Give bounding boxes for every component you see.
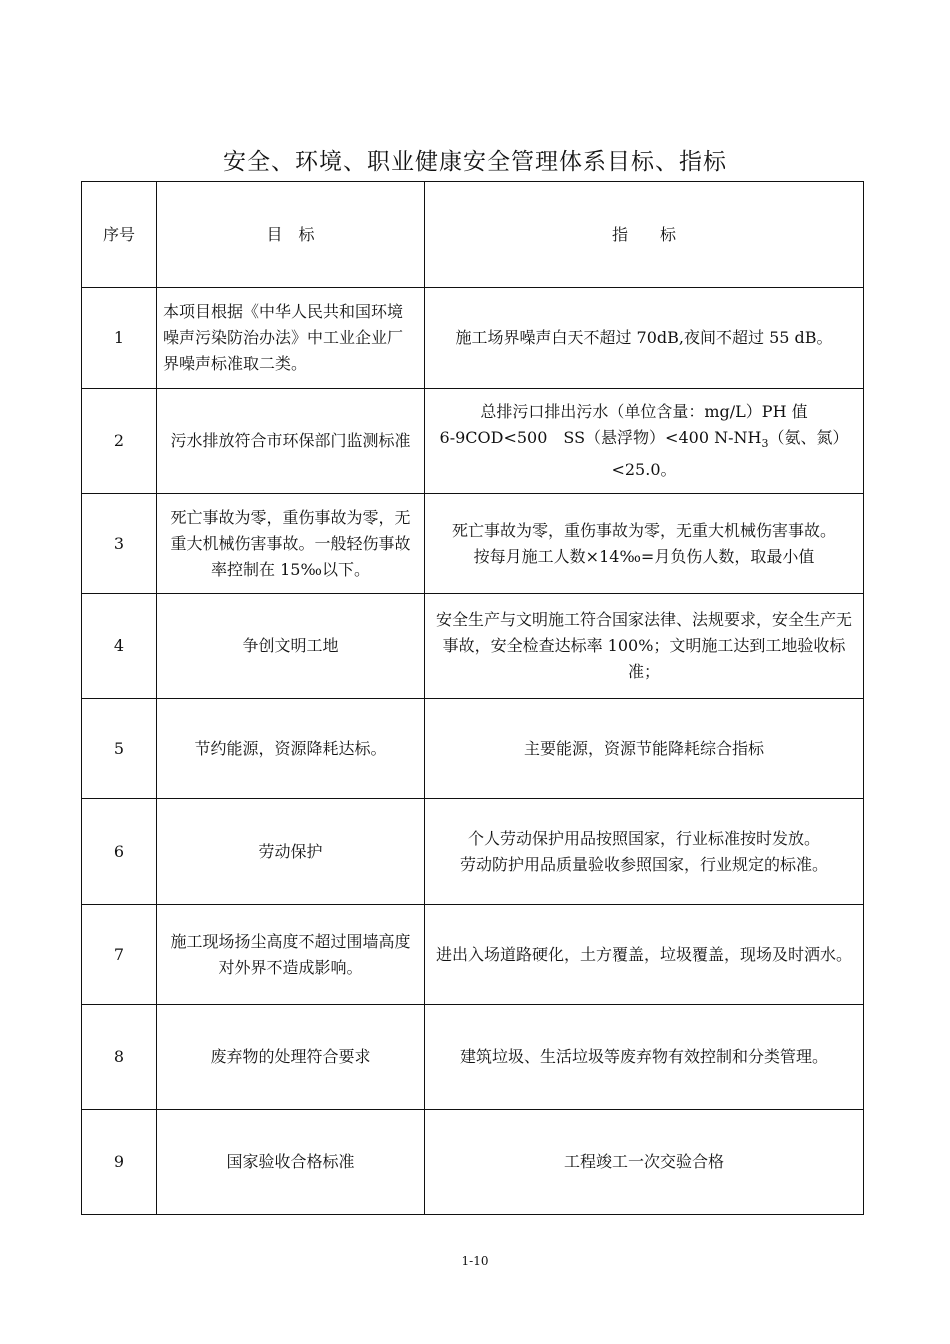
row-number: 3 (82, 494, 157, 594)
header-goal: 目 标 (157, 182, 425, 288)
row-indicator: 施工场界噪声白天不超过 70dB,夜间不超过 55 dB。 (425, 288, 864, 389)
row-goal: 死亡事故为零，重伤事故为零，无重大机械伤害事故。一般轻伤事故率控制在 15‰以下。 (157, 494, 425, 594)
indicator-line: 死亡事故为零，重伤事故为零，无重大机械伤害事故。 (451, 520, 836, 540)
table-row (82, 799, 864, 905)
row-indicator: 建筑垃圾、生活垃圾等废弃物有效控制和分类管理。 (425, 1005, 864, 1110)
header-indicator: 指 标 (425, 182, 864, 288)
header-no: 序号 (82, 182, 157, 288)
indicator-line: <25.0。 (611, 460, 677, 480)
row-indicator: 主要能源，资源节能降耗综合指标 (425, 699, 864, 799)
row-goal: 施工现场扬尘高度不超过围墙高度对外界不造成影响。 (157, 905, 425, 1005)
goals-table (81, 181, 864, 1215)
row-number: 6 (82, 799, 157, 905)
page-number: 1-10 (461, 1254, 489, 1268)
indicator-line (431, 425, 857, 457)
row-goal: 污水排放符合市环保部门监测标准 (157, 389, 425, 494)
indicator-text: 6-9COD<500 SS（悬浮物）<400 N-NH (439, 427, 762, 447)
row-goal: 废弃物的处理符合要求 (157, 1005, 425, 1110)
row-number: 2 (82, 389, 157, 494)
table-row (82, 594, 864, 699)
row-number: 1 (82, 288, 157, 389)
row-number: 7 (82, 905, 157, 1005)
row-indicator: 安全生产与文明施工符合国家法律、法规要求，安全生产无事故，安全检查达标率 100%；文明施工达到工地验收标准； (425, 594, 864, 699)
row-indicator (425, 799, 864, 905)
table-row (82, 905, 864, 1005)
table-header-row (82, 182, 864, 288)
table-row (82, 389, 864, 494)
table-row (82, 288, 864, 389)
row-goal: 国家验收合格标准 (157, 1110, 425, 1215)
indicator-subscript: 3 (761, 437, 769, 451)
indicator-line: 个人劳动保护用品按照国家，行业标准按时发放。 (467, 828, 820, 848)
row-indicator (425, 389, 864, 494)
indicator-line: 总排污口排出污水（单位含量：mg/L）PH 值 (480, 401, 808, 421)
page-title: 安全、环境、职业健康安全管理体系目标、指标 (223, 149, 727, 175)
indicator-line: 按每月施工人数×14‰=月负伤人数，取最小值 (473, 546, 815, 566)
row-number: 5 (82, 699, 157, 799)
row-goal: 劳动保护 (157, 799, 425, 905)
table-row (82, 1110, 864, 1215)
table-row (82, 699, 864, 799)
row-number: 8 (82, 1005, 157, 1110)
row-number: 4 (82, 594, 157, 699)
table-row (82, 494, 864, 594)
row-goal: 本项目根据《中华人民共和国环境噪声污染防治办法》中工业企业厂界噪声标准取二类。 (157, 288, 425, 389)
row-goal: 节约能源，资源降耗达标。 (157, 699, 425, 799)
row-indicator: 工程竣工一次交验合格 (425, 1110, 864, 1215)
table-row (82, 1005, 864, 1110)
row-indicator (425, 494, 864, 594)
row-number: 9 (82, 1110, 157, 1215)
row-indicator: 进出入场道路硬化，土方覆盖，垃圾覆盖，现场及时洒水。 (425, 905, 864, 1005)
indicator-text: （氨、氮） (768, 427, 849, 447)
row-goal: 争创文明工地 (157, 594, 425, 699)
indicator-line: 劳动防护用品质量验收参照国家，行业规定的标准。 (459, 854, 828, 874)
